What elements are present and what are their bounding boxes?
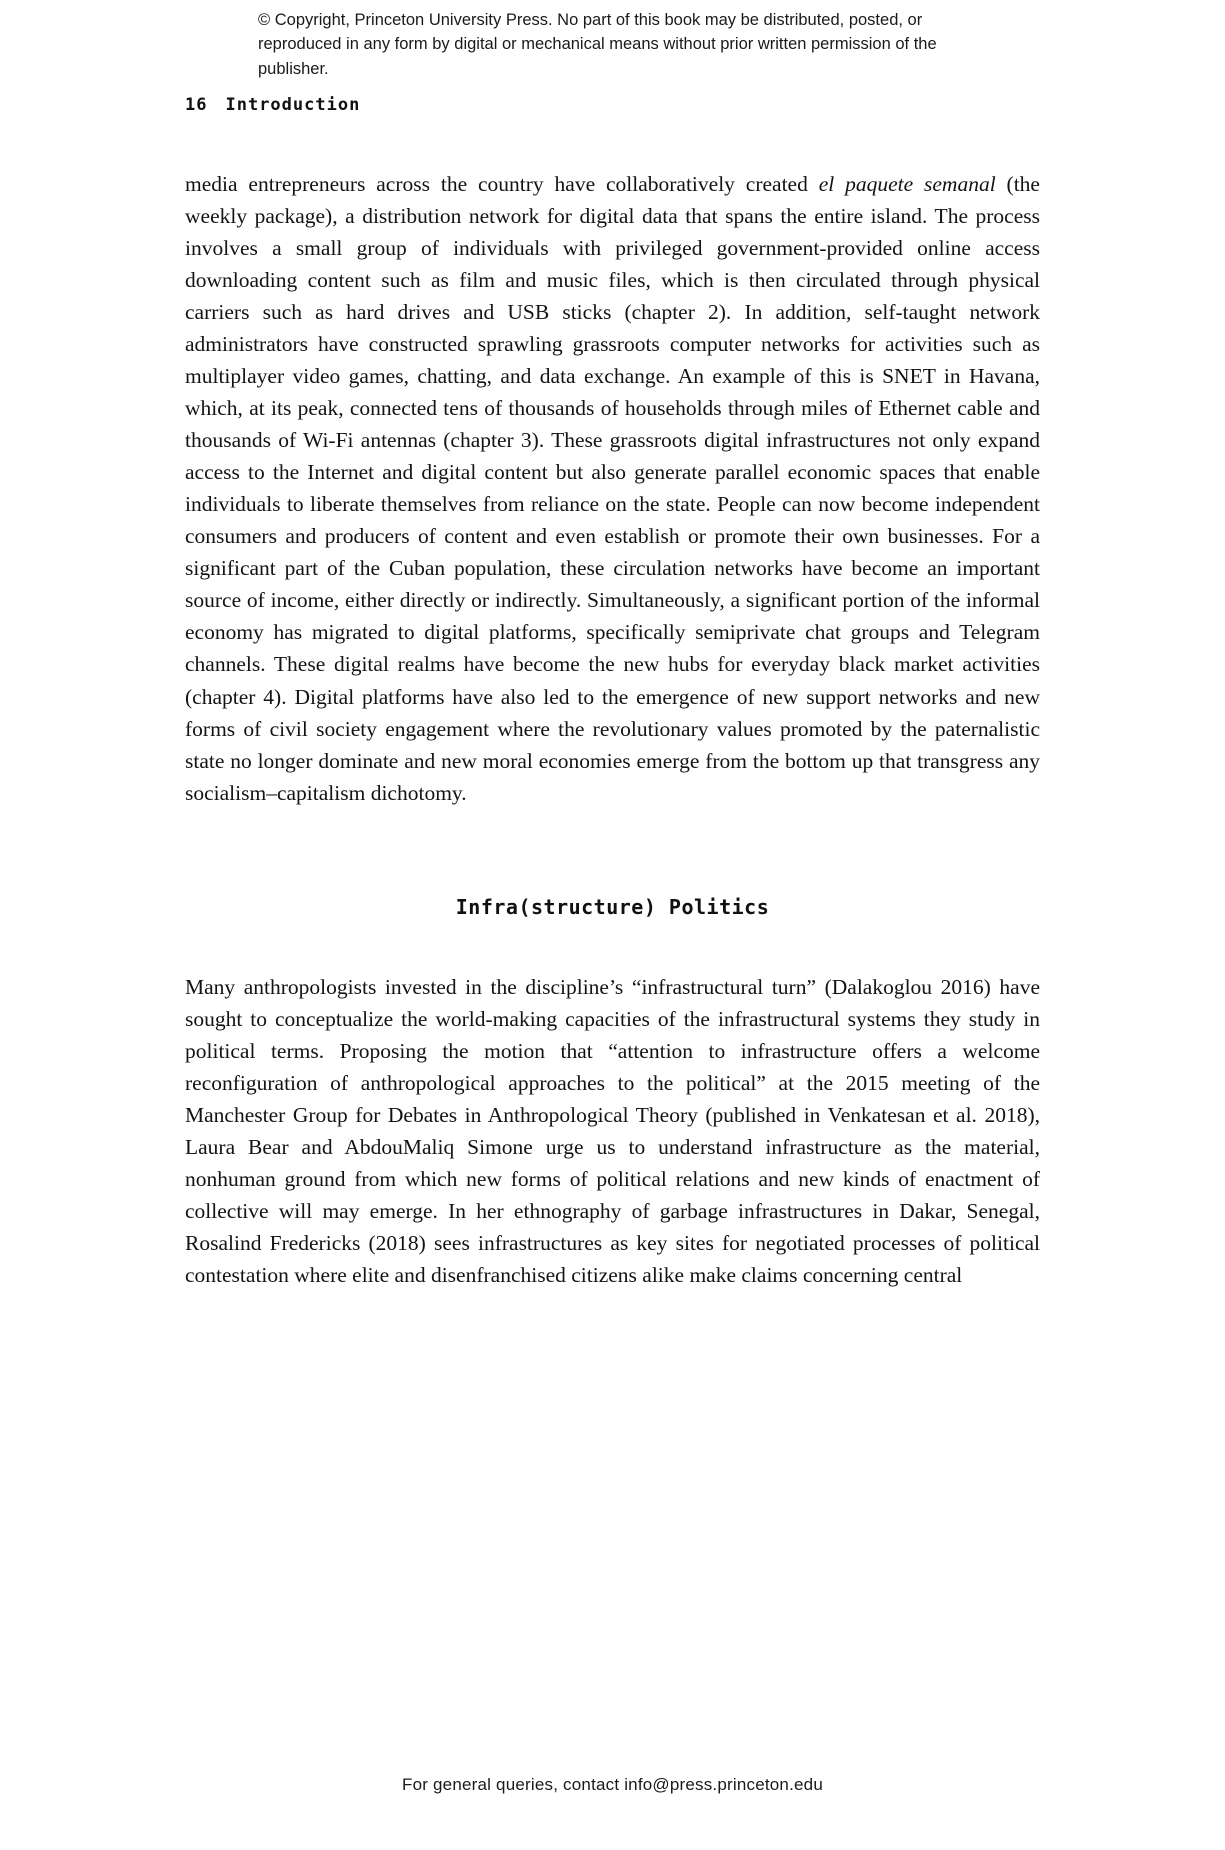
running-head (185, 95, 360, 115)
page-footer: For general queries, contact info@press.princeton.edu (402, 1775, 823, 1794)
page-number: 16 (185, 95, 208, 115)
paragraph-1-segment-1: media entrepreneurs across the country have collaboratively created (185, 172, 819, 196)
paragraph-1 (185, 168, 1040, 809)
body-text-column (185, 168, 1040, 1291)
paragraph-2: Many anthropologists invested in the discipline’s “infrastructural turn” (Dalakoglou 2016) have sought to conceptualize the world-making capacities of the infrastructural systems they study in political terms. Proposing the motion that “attention to infrastructure offers a welcome reconfiguration of anthropological approaches to the political” at the 2015 meeting of the Manchester Group for Debates in Anthropological Theory (published in Venkatesan et al. 2018), Laura Bear and AbdouMaliq Simone urge us to understand infrastructure as the material, nonhuman ground from which new forms of political relations and new kinds of enactment of collective will may emerge. In her ethnography of garbage infrastructures in Dakar, Senegal, Rosalind Fredericks (2018) sees infrastructures as key sites for negotiated processes of political contestation where elite and disenfranchised citizens alike make claims concerning central (185, 974, 1040, 1287)
paragraph-1-segment-2: (the weekly package), a distribution network for digital data that spans the entire island. The process involves a small group of individuals with privileged government-provided online access downloading content such as film and music files, which is then circulated through physical carriers such as hard drives and USB sticks (chapter 2). In addition, self-taught network administrators have constructed sprawling grassroots computer networks for activities such as multiplayer video games, chatting, and data exchange. An example of this is SNET in Havana, which, at its peak, connected tens of thousands of households through miles of Ethernet cable and thousands of Wi-Fi antennas (chapter 3). These grassroots digital infrastructures not only expand access to the Internet and digital content but also generate parallel economic spaces that enable individuals to liberate themselves from reliance on the state. People can now become independent consumers and producers of content and even establish or promote their own businesses. For a significant part of the Cuban population, these circulation networks have become an important source of income, either directly or indirectly. Simultaneously, a significant portion of the informal economy has migrated to digital platforms, specifically semiprivate chat groups and Telegram channels. These digital realms have become the new hubs for everyday black market activities (chapter 4). Digital platforms have also led to the emergence of new support networks and new forms of civil society engagement where the revolutionary values promoted by the paternalistic state no longer dominate and new moral economies emerge from the bottom up that transgress any socialism–capitalism dichotomy. (185, 172, 1040, 805)
paragraph-1-italic-term: el paquete semanal (818, 172, 996, 196)
section-heading: Infra(structure) Politics (455, 894, 770, 919)
copyright-notice: © Copyright, Princeton University Press. No part of this book may be distributed, posted, or reproduced in any form by digital or mechanical means without prior written permission of the publisher. (258, 11, 937, 78)
running-head-title: Introduction (225, 95, 361, 115)
